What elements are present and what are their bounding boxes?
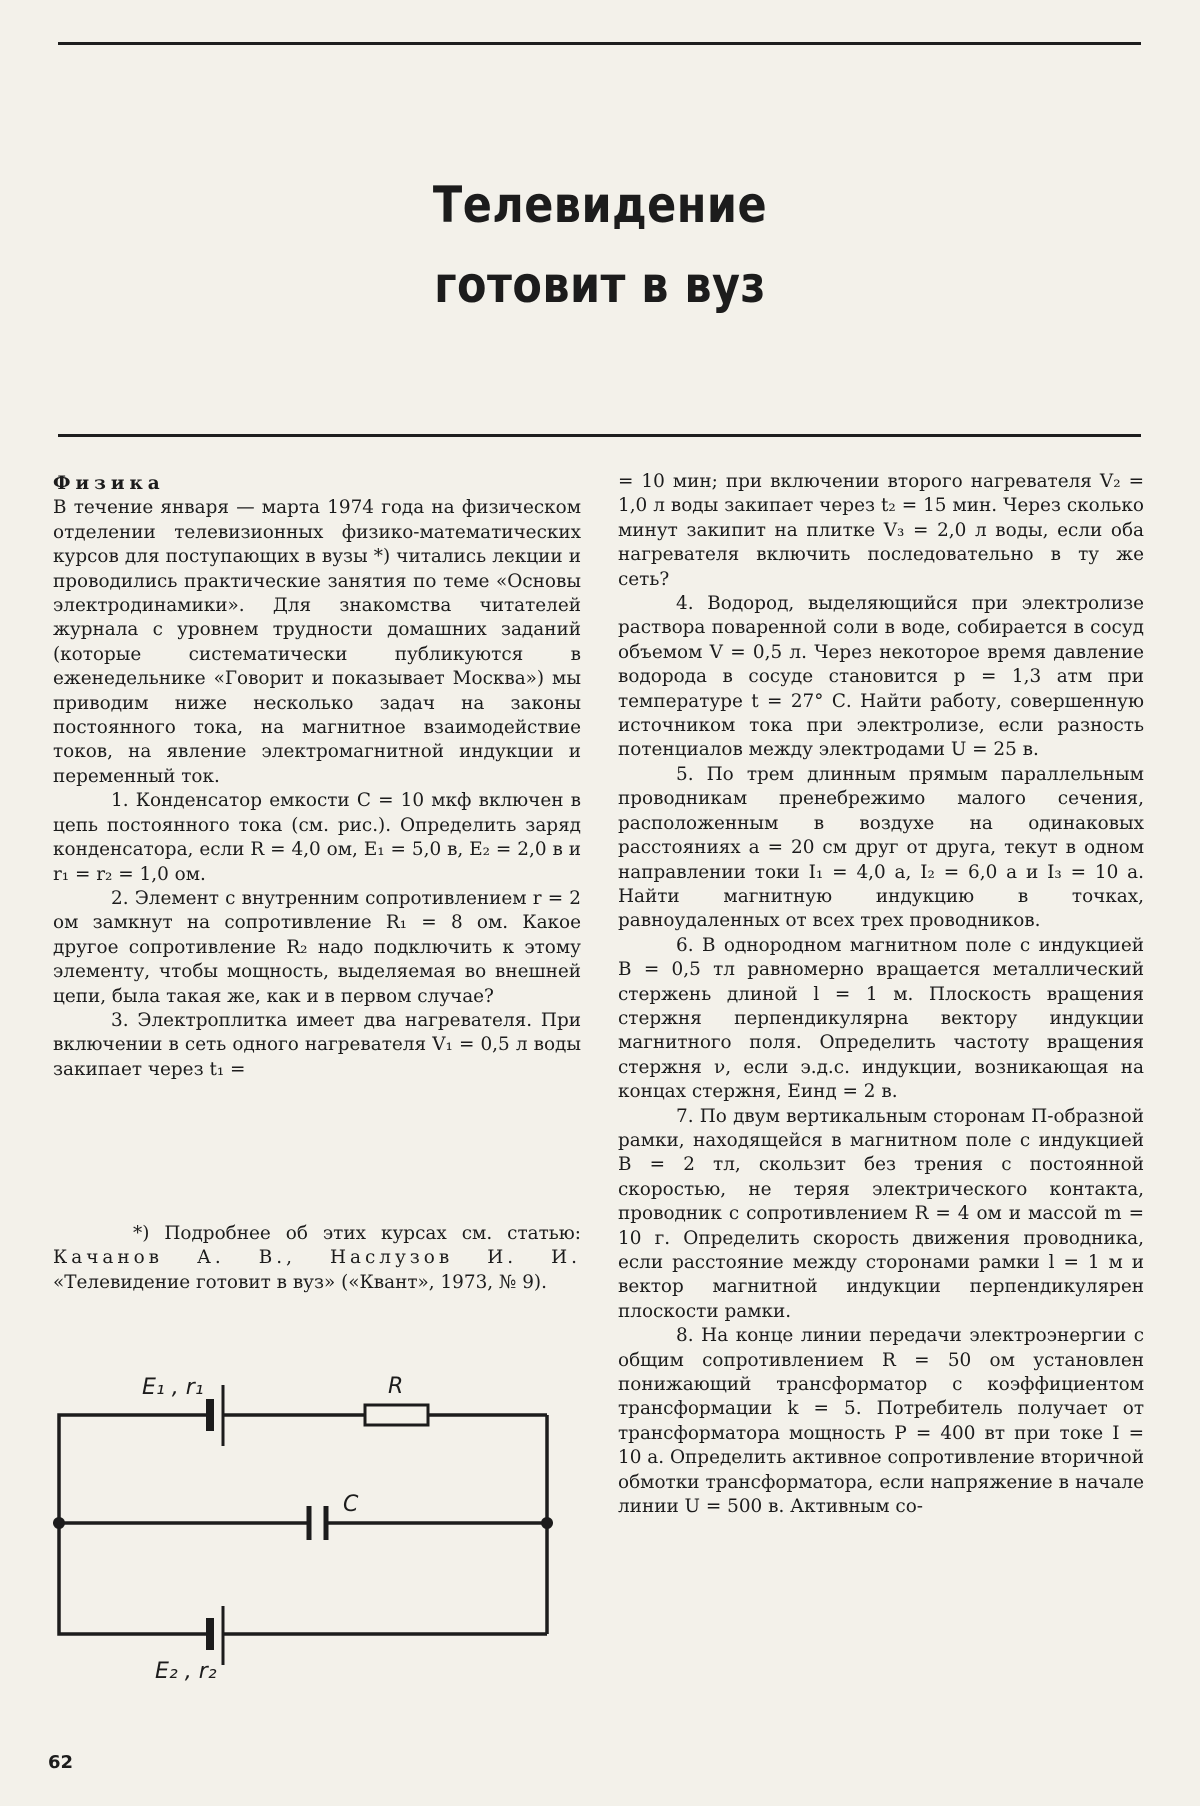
- problem-5: 5. По трем длинным прямым параллельным проводникам пренебрежимо малого сечения, расположенным в воздухе на одинаковых расстояниях a = 20 см друг от друга, текут в одном направлении токи I₁ = 4,0 а, I₂ = 6,0 а и I₃ = 10 а. Найти магнитную индукцию в точках, равноудаленных от всех трех проводников.: [618, 763, 1144, 932]
- right-column: [618, 470, 1144, 1519]
- section-heading: Физика: [53, 473, 165, 494]
- footnote: [53, 1222, 581, 1295]
- problem-2: 2. Элемент с внутренним сопротивлением r = 2 ом замкнут на сопротивление R₁ = 8 ом. Какое другое сопротивление R₂ надо подключить к этому элементу, чтобы мощность, выделяемая во внешней цепи, была такая же, как и в первом случае?: [53, 887, 581, 1007]
- problem-7: 7. По двум вертикальным сторонам П-образной рамки, находящейся в магнитном поле с индукцией B = 2 тл, скользит без трения с постоянной скоростью, не теряя электрического контакта, проводник с сопротивлением R = 4 ом и массой m = 10 г. Определить скорость движения проводника, если расстояние между сторонами рамки l = 1 м и вектор магнитной индукции перпендикулярен плоскости рамки.: [618, 1105, 1144, 1322]
- label-e1-r1: E₁ , r₁: [142, 1375, 204, 1400]
- footnote-intro: *) Подробнее об этих курсах см. статью:: [133, 1223, 581, 1244]
- footnote-reference: «Телевидение готовит в вуз» («Квант», 1973, № 9).: [53, 1271, 547, 1293]
- intro-paragraph: В течение января — марта 1974 года на физическом отделении телевизионных физико-математических курсов для поступающих в вузы *) читались лекции и проводились практические занятия по теме «Основы электродинамики». Для знакомства читателей журнала с уровнем трудности домашних заданий (которые систематически публикуются в еженедельнике «Говорит и показывает Москва») мы приводим ниже несколько задач на законы постоянного тока, на магнитное взаимодействие токов, на явление электромагнитной индукции и переменный ток.: [53, 497, 581, 787]
- label-e2-r2: E₂ , r₂: [155, 1659, 217, 1684]
- resistor-r: [365, 1405, 428, 1425]
- label-r: R: [388, 1374, 404, 1399]
- problem-3-end: = 10 мин; при включении второго нагревателя V₂ = 1,0 л воды закипает через t₂ = 15 мин. Через сколько минут закипит на плитке V₃ = 2,0 л воды, если оба нагревателя включить последовательно в ту же сеть?: [618, 471, 1144, 590]
- page-number: 62: [48, 1752, 74, 1773]
- label-c: C: [343, 1492, 359, 1517]
- problem-1: 1. Конденсатор емкости C = 10 мкф включен в цепь постоянного тока (см. рис.). Определить заряд конденсатора, если R = 4,0 ом, E₁ = 5,0 в, E₂ = 2,0 в и r₁ = r₂ = 1,0 ом.: [53, 790, 581, 885]
- problem-8: 8. На конце линии передачи электроэнергии с общим сопротивлением R = 50 ом установлен понижающий трансформатор с коэффициентом трансформации k = 5. Потребитель получает от трансформатора мощность P = 400 вт при токе I = 10 а. Определить активное сопротивление вторичной обмотки трансформатора, если напряжение в начале линии U = 500 в. Активным со-: [618, 1325, 1144, 1518]
- circuit-wires: [59, 1415, 547, 1634]
- left-column: [53, 472, 581, 1082]
- circuit-diagram: [45, 1370, 590, 1690]
- problem-6: 6. В однородном магнитном поле с индукцией B = 0,5 тл равномерно вращается металлический стержень длиной l = 1 м. Плоскость вращения стержня перпендикулярна вектору индукции магнитного поля. Определить частоту вращения стержня ν, если э.д.с. индукции, возникающая на концах стержня, Eинд = 2 в.: [618, 934, 1144, 1103]
- junction-right: [541, 1517, 553, 1529]
- footnote-text: [53, 1222, 581, 1295]
- title-rule: [58, 434, 1141, 437]
- problem-3-start: 3. Электроплитка имеет два нагревателя. При включении в сеть одного нагревателя V₁ = 0,5 л воды закипает через t₁ =: [53, 1009, 581, 1080]
- junction-left: [53, 1517, 65, 1529]
- problem-4: 4. Водород, выделяющийся при электролизе раствора поваренной соли в воде, собирается в сосуд объемом V = 0,5 л. Через некоторое время давление водорода в сосуде становится p = 1,3 атм при температуре t = 27° С. Найти работу, совершенную источником тока при электролизе, если разность потенциалов между электродами U = 25 в.: [618, 593, 1144, 761]
- article-title-line-1: Телевидение: [432, 176, 768, 234]
- footnote-authors: Качанов А. В., Наслузов И. И.: [53, 1247, 581, 1269]
- article-title-line-2: готовит в вуз: [434, 256, 766, 314]
- top-rule: [58, 42, 1141, 45]
